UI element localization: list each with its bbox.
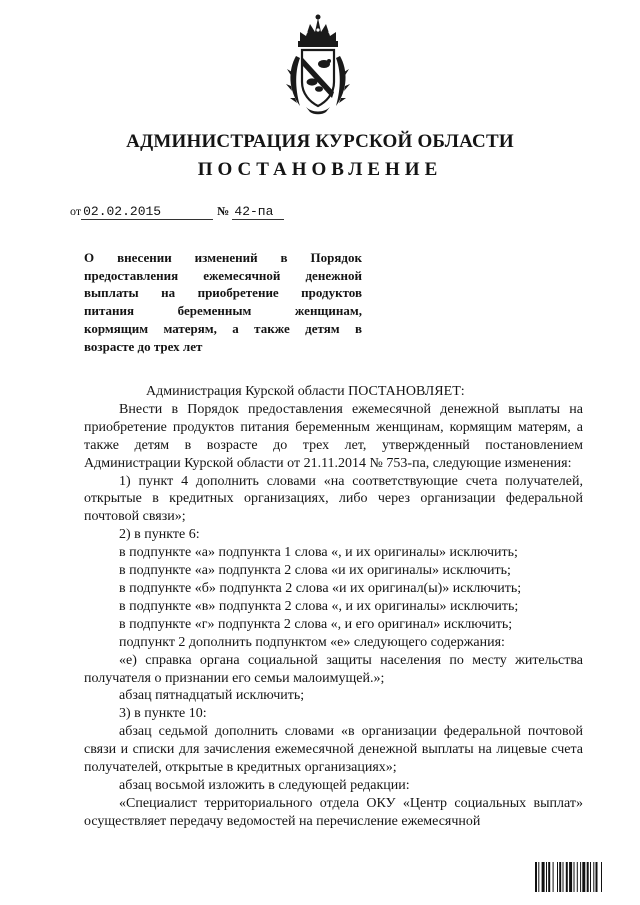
body-paragraph: в подпункте «а» подпункта 1 слова «, и их оригиналы» исключить; — [119, 545, 518, 561]
document-number: 42-па — [232, 204, 284, 220]
intro-paragraph: Администрация Курской области ПОСТАНОВЛЯЕТ: — [146, 384, 465, 399]
body-paragraph: в подпункте «г» подпункта 2 слова «, и его оригинал» исключить; — [119, 616, 513, 632]
body-paragraph: в подпункте «б» подпункта 2 слова «и их оригинал(ы)» исключить; — [119, 580, 522, 596]
body-paragraph: абзац седьмой дополнить словами «в организации федеральной почтовой связи и списки для зачисления ежемесячной денежной выплаты на лицевые счета получателей, открытые в кредитных организациях»; — [84, 724, 583, 776]
kursk-coat-of-arms-icon — [286, 12, 350, 116]
subject-line: кормящим матерям, а также детям в — [84, 320, 362, 336]
document-body — [84, 383, 583, 831]
body-paragraph: 2) в пункте 6: — [119, 527, 200, 543]
subject-line: выплаты на приобретение продуктов — [84, 285, 362, 301]
barcode-icon — [535, 862, 625, 892]
body-paragraph: в подпункте «а» подпункта 2 слова «и их оригиналы» исключить; — [119, 563, 511, 579]
subject-line: питания беременным женщинам, — [84, 303, 362, 319]
body-paragraph: «Специалист территориального отдела ОКУ «Центр социальных выплат» осуществляет передачу ведомостей на перечисление ежемесячной — [84, 795, 583, 829]
document-type: ПОСТАНОВЛЕНИЕ — [197, 159, 443, 180]
document-subject — [84, 249, 362, 355]
subject-line: предоставления ежемесячной денежной — [84, 267, 362, 283]
body-paragraph: 3) в пункте 10: — [119, 706, 207, 722]
number-sign: № — [217, 204, 230, 218]
organization-name: АДМИНИСТРАЦИЯ КУРСКОЙ ОБЛАСТИ — [126, 131, 514, 152]
body-paragraph: Внести в Порядок предоставления ежемесячной денежной выплаты на приобретение продуктов питания беременным женщинам, кормящим матерям, а также детям в возрасте до трех лет, утвержденный постановлением Администрации Курской области от 21.11.2014 № 753-па, следующие изменения: — [84, 401, 583, 471]
body-paragraph: в подпункте «в» подпункта 2 слова «, и их оригиналы» исключить; — [119, 598, 519, 614]
date-prefix: от — [70, 204, 82, 218]
subject-line: О внесении изменений в Порядок — [84, 250, 362, 265]
subject-line: возрасте до трех лет — [84, 338, 203, 354]
body-paragraph: «е) справка органа социальной защиты населения по месту жительства получателя о признании его семьи малоимущей.»; — [84, 652, 583, 686]
body-paragraph: абзац восьмой изложить в следующей редакции: — [119, 777, 410, 793]
document-meta — [70, 203, 284, 220]
body-paragraph: подпункт 2 дополнить подпунктом «е» следующего содержания: — [119, 634, 505, 650]
body-paragraph: абзац пятнадцатый исключить; — [119, 688, 305, 704]
document-date: 02.02.2015 — [81, 204, 213, 220]
body-paragraph: 1) пункт 4 дополнить словами «на соответствующие счета получателей, открытые в кредитных организациях, либо через организации федеральной почтовой связи»; — [84, 473, 583, 525]
